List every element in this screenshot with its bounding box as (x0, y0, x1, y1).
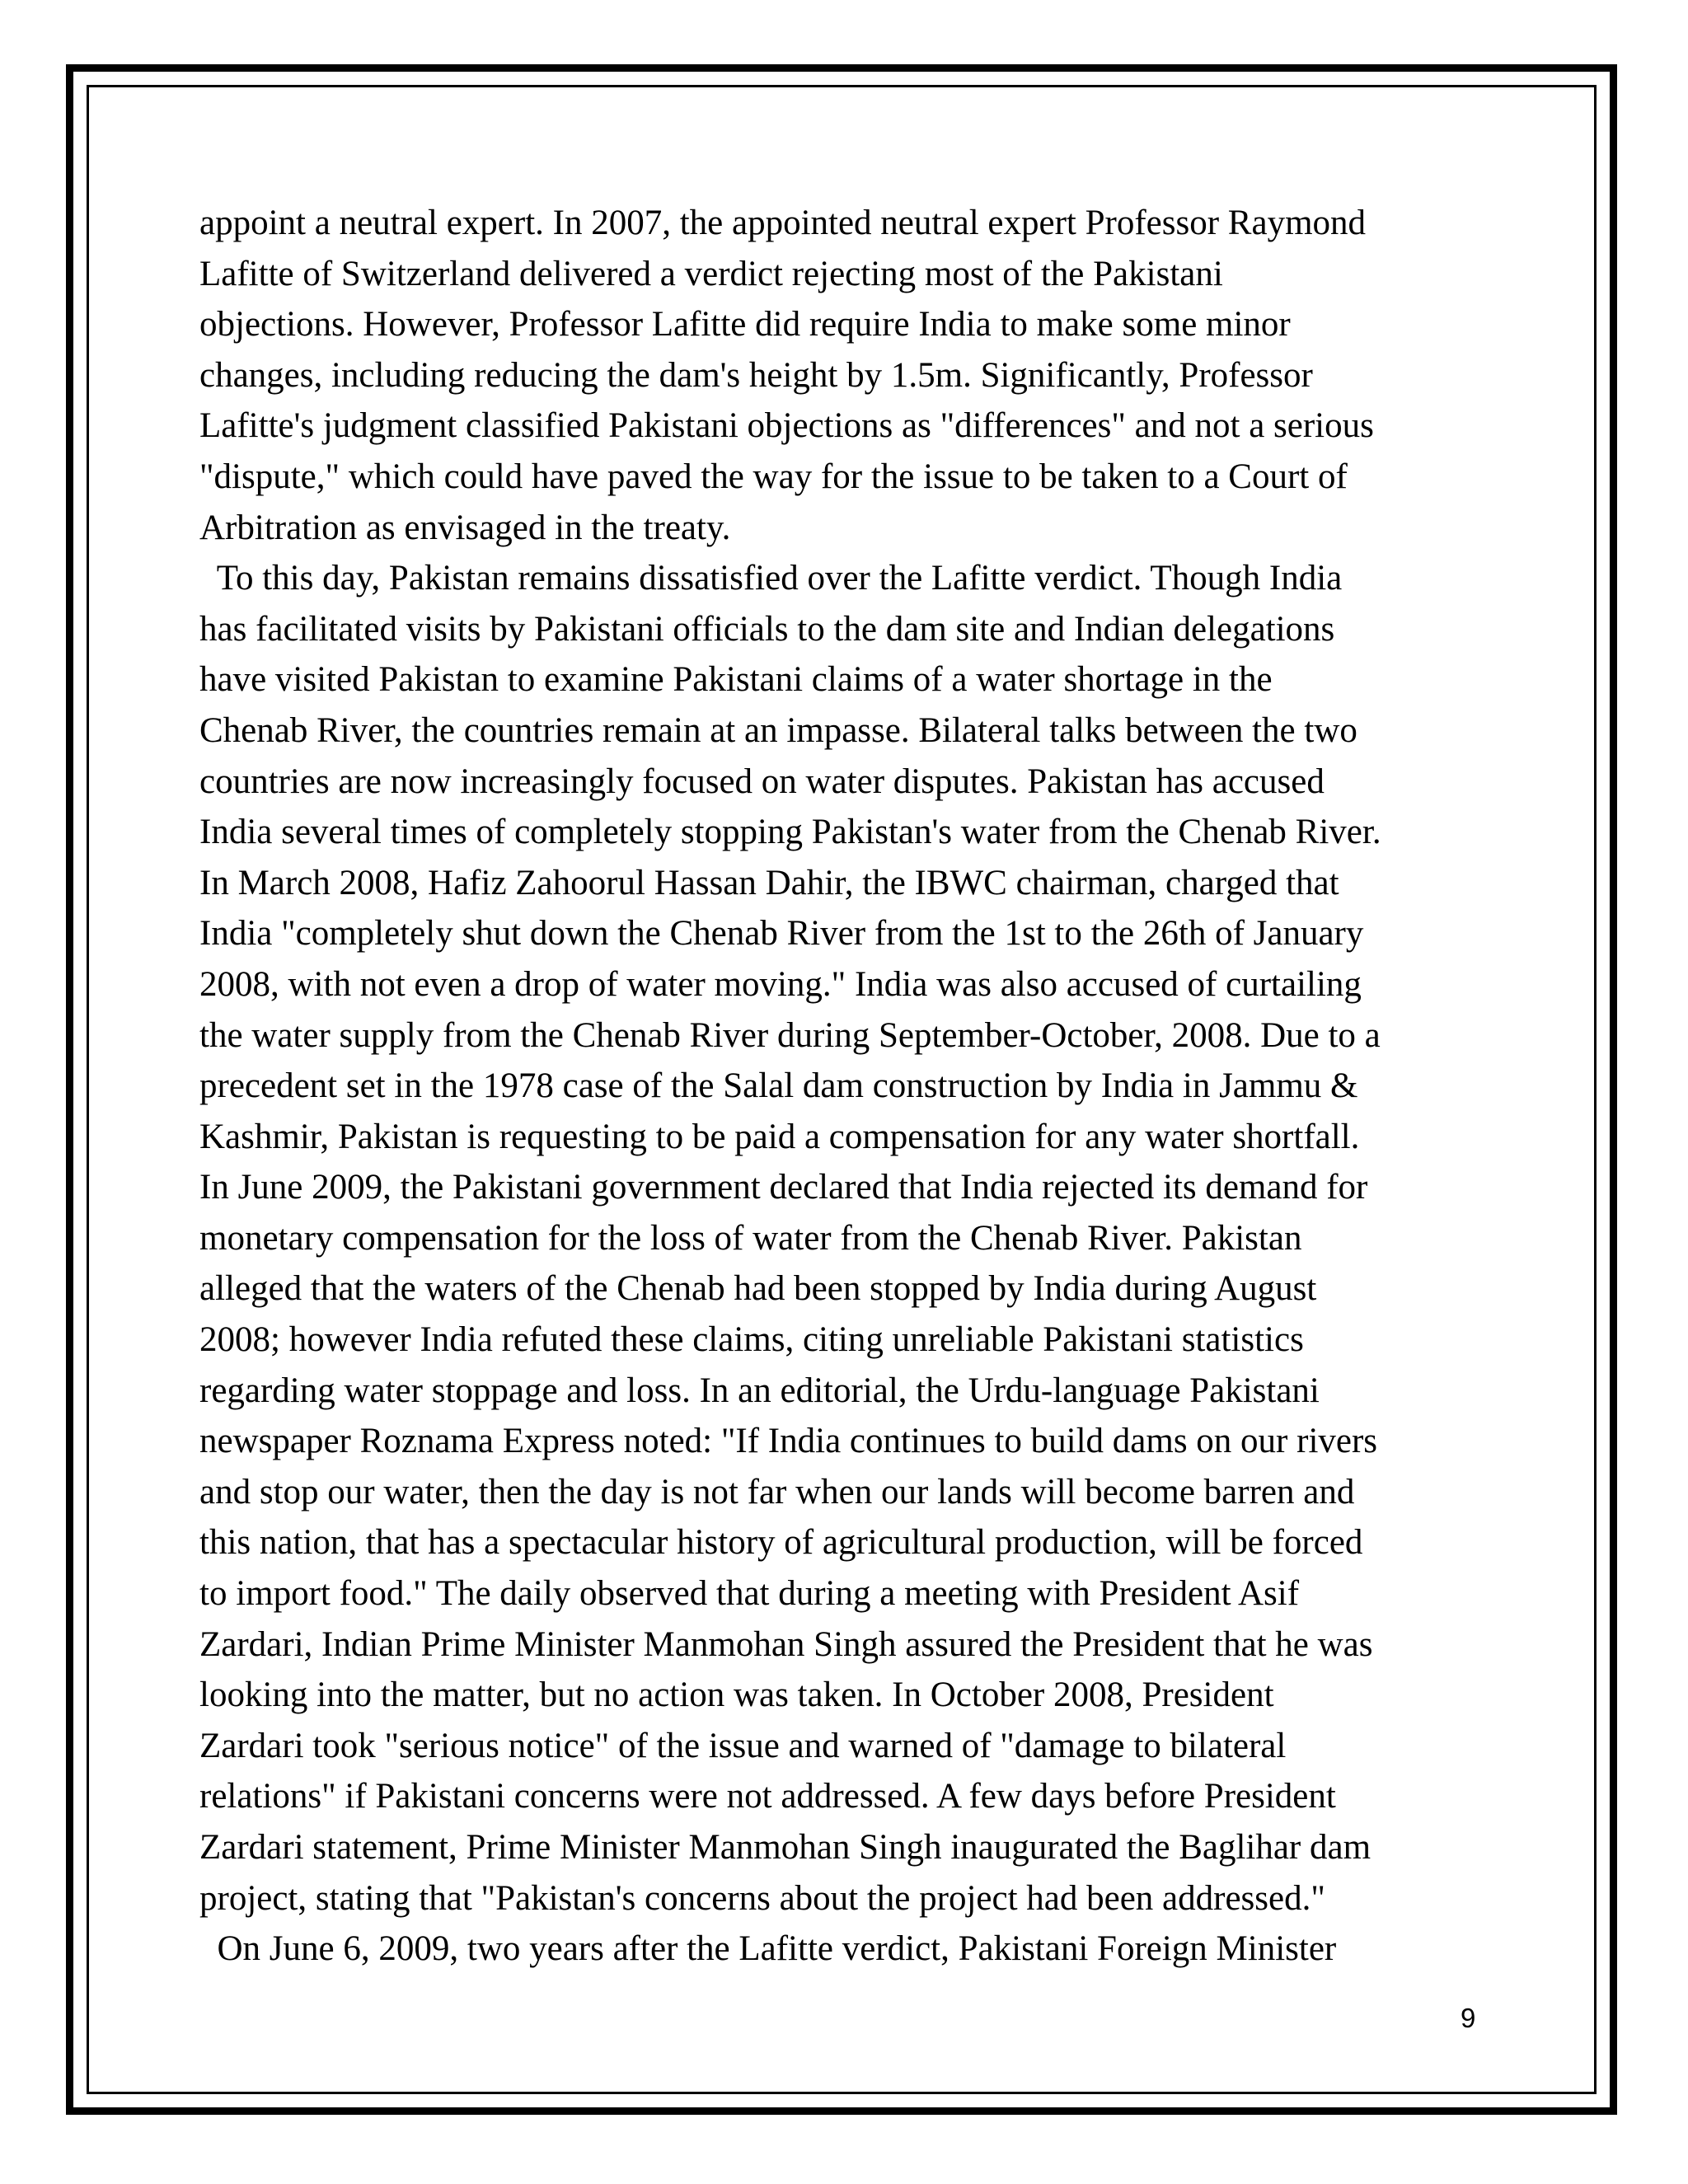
text-line: monetary compensation for the loss of water from the Chenab River. Pakistan (199, 1218, 1302, 1258)
text-line: Lafitte's judgment classified Pakistani objections as "differences" and not a serious (199, 406, 1374, 446)
text-line: countries are now increasingly focused on water disputes. Pakistan has accused (199, 762, 1325, 801)
text-line: In March 2008, Hafiz Zahoorul Hassan Dahir, the IBWC chairman, charged that (199, 863, 1339, 902)
text-line: newspaper Roznama Express noted: "If India continues to build dams on our rivers (199, 1422, 1378, 1461)
text-line: Zardari statement, Prime Minister Manmohan Singh inaugurated the Baglihar dam (199, 1828, 1372, 1867)
text-line: looking into the matter, but no action was taken. In October 2008, President (199, 1675, 1274, 1715)
text-line: Zardari took "serious notice" of the issue and warned of "damage to bilateral (199, 1726, 1287, 1765)
text-line: has facilitated visits by Pakistani officials to the dam site and Indian delegations (199, 609, 1335, 649)
text-line: have visited Pakistan to examine Pakistani claims of a water shortage in the (199, 660, 1273, 700)
text-line: objections. However, Professor Lafitte did require India to make some minor (199, 305, 1291, 344)
text-line: Chenab River, the countries remain at an impasse. Bilateral talks between the two (199, 710, 1357, 750)
text-line: Zardari, Indian Prime Minister Manmohan Singh assured the President that he was (199, 1624, 1373, 1664)
text-line: To this day, Pakistan remains dissatisfied over the Lafitte verdict. Though India (199, 559, 1343, 598)
text-line: appoint a neutral expert. In 2007, the appointed neutral expert Professor Raymond (199, 204, 1367, 242)
text-line: 2008; however India refuted these claims, citing unreliable Pakistani statistics (199, 1320, 1304, 1360)
text-line: to import food." The daily observed that during a meeting with President Asif (199, 1574, 1300, 1614)
text-line: project, stating that "Pakistan's concerns about the project had been addressed." (199, 1878, 1325, 1918)
text-line: regarding water stoppage and loss. In an editorial, the Urdu-language Pakistani (199, 1371, 1320, 1410)
text-line: "dispute," which could have paved the way for the issue to be taken to a Court of (199, 457, 1348, 496)
text-line: India "completely shut down the Chenab River from the 1st to the 26th of January (199, 914, 1364, 954)
text-line: alleged that the waters of the Chenab had been stopped by India during August (199, 1269, 1317, 1309)
text-line: Lafitte of Switzerland delivered a verdict rejecting most of the Pakistani (199, 254, 1223, 293)
text-line: this nation, that has a spectacular history of agricultural production, will be forced (199, 1523, 1363, 1563)
text-line: 2008, with not even a drop of water moving." India was also accused of curtailing (199, 964, 1362, 1004)
text-line: Kashmir, Pakistan is requesting to be paid a compensation for any water shortfall. (199, 1117, 1360, 1156)
text-line: relations" if Pakistani concerns were not addressed. A few days before President (199, 1777, 1336, 1816)
page-number: 9 (1461, 2003, 1476, 2033)
text-line: the water supply from the Chenab River during September-October, 2008. Due to a (199, 1015, 1381, 1055)
text-line: India several times of completely stopping Pakistan's water from the Chenab River. (199, 813, 1381, 852)
text-line: changes, including reducing the dam's height by 1.5m. Significantly, Professor (199, 355, 1313, 395)
text-line: precedent set in the 1978 case of the Salal dam construction by India in Jammu & (199, 1066, 1358, 1106)
text-line: Arbitration as envisaged in the treaty. (199, 508, 731, 547)
text-line: In June 2009, the Pakistani government declared that India rejected its demand for (199, 1168, 1368, 1207)
text-line: and stop our water, then the day is not far when our lands will become barren and (199, 1472, 1355, 1511)
body-text (199, 198, 1535, 1975)
text-line: On June 6, 2009, two years after the Lafitte verdict, Pakistani Foreign Minister (199, 1929, 1337, 1969)
